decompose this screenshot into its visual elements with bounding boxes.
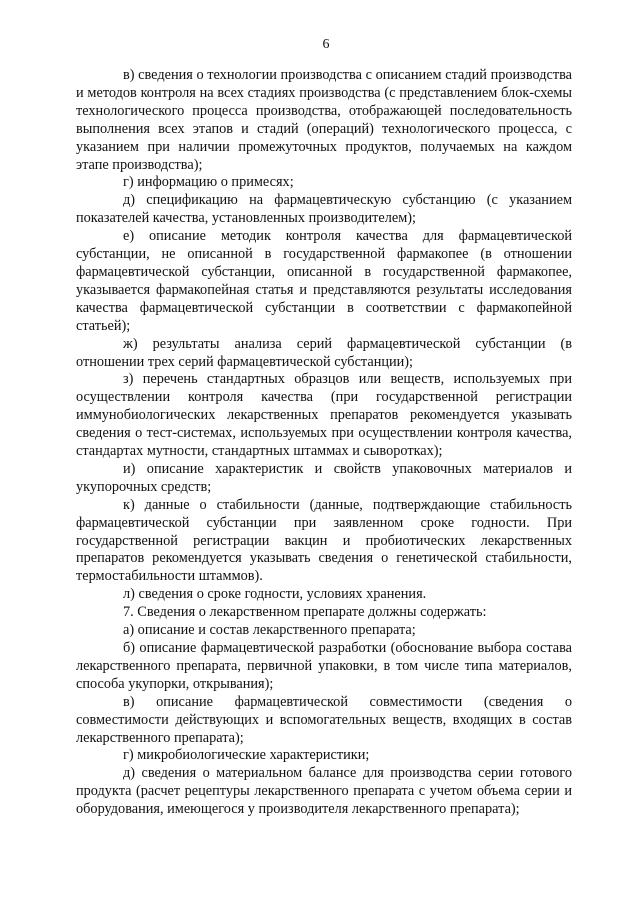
paragraph-v-technology: в) сведения о технологии производства с описанием стадий производства и методов контроля на всех стадиях производства (с представлением блок-схемы технологического процесса производства, отображающей последовательность выполнения всех этапов и стадий (операций) технологического процесса, с указанием при наличии промежуточных продуктов, получаемых на каждом этапе производства); bbox=[76, 67, 572, 173]
paragraph-7-drug-product: 7. Сведения о лекарственном препарате должны содержать: bbox=[123, 604, 487, 621]
paragraph-a-composition: а) описание и состав лекарственного препарата; bbox=[123, 622, 416, 639]
paragraph-l-shelf-life: л) сведения о сроке годности, условиях хранения. bbox=[123, 586, 427, 603]
paragraph-zh-batch-analysis: ж) результаты анализа серий фармацевтической субстанции (в отношении трех серий фармацевтической субстанции); bbox=[76, 335, 572, 370]
paragraph-z-reference-standards: з) перечень стандартных образцов или веществ, используемых при осуществлении контроля качества (при государственной регистрации иммунобиологических лекарственных препаратов рекомендуется указывать сведения о тест-системах, используемых при осуществлении контроля качества, стандартах мутности, стандартных штаммах и сыворотках); bbox=[76, 371, 572, 460]
paragraph-e-control-methods: е) описание методик контроля качества для фармацевтической субстанции, не описанной в государственной фармакопее (в отношении фармацевтической субстанции, описанной в государственной фармакопее, указывается фармакопейная статья и представляются результаты исследования качества фармацевтической субстанции в соответствии с фармакопейной статьей); bbox=[76, 228, 572, 334]
paragraph-d-specification: д) спецификацию на фармацевтическую субстанцию (с указанием показателей качества, установленных производителем); bbox=[76, 192, 572, 227]
page-number: 6 bbox=[322, 37, 330, 52]
paragraph-b-development: б) описание фармацевтической разработки (обоснование выбора состава лекарственного препарата, первичной упаковки, в том числе типа материалов, способа укупорки, открывания); bbox=[76, 640, 572, 692]
paragraph-k-stability: к) данные о стабильности (данные, подтверждающие стабильность фармацевтической субстанции при заявленном сроке годности. При государственной регистрации вакцин и пробиотических лекарственных препаратов рекомендуется указывать сведения о генетической стабильности, термостабильности штаммов). bbox=[76, 496, 572, 585]
paragraph-g-impurities: г) информацию о примесях; bbox=[123, 174, 294, 191]
paragraph-d-material-balance: д) сведения о материальном балансе для производства серии готового продукта (расчет рецептуры лекарственного препарата с учетом объема серии и оборудования, имеющегося у производителя лекарственного препарата); bbox=[76, 765, 572, 818]
paragraph-g-microbiology: г) микробиологические характеристики; bbox=[123, 747, 370, 764]
paragraph-v-compatibility: в) описание фармацевтической совместимости (сведения о совместимости действующих и вспомогательных веществ, входящих в состав лекарственного препарата); bbox=[76, 693, 572, 746]
paragraph-i-packaging: и) описание характеристик и свойств упаковочных материалов и укупорочных средств; bbox=[76, 460, 572, 495]
